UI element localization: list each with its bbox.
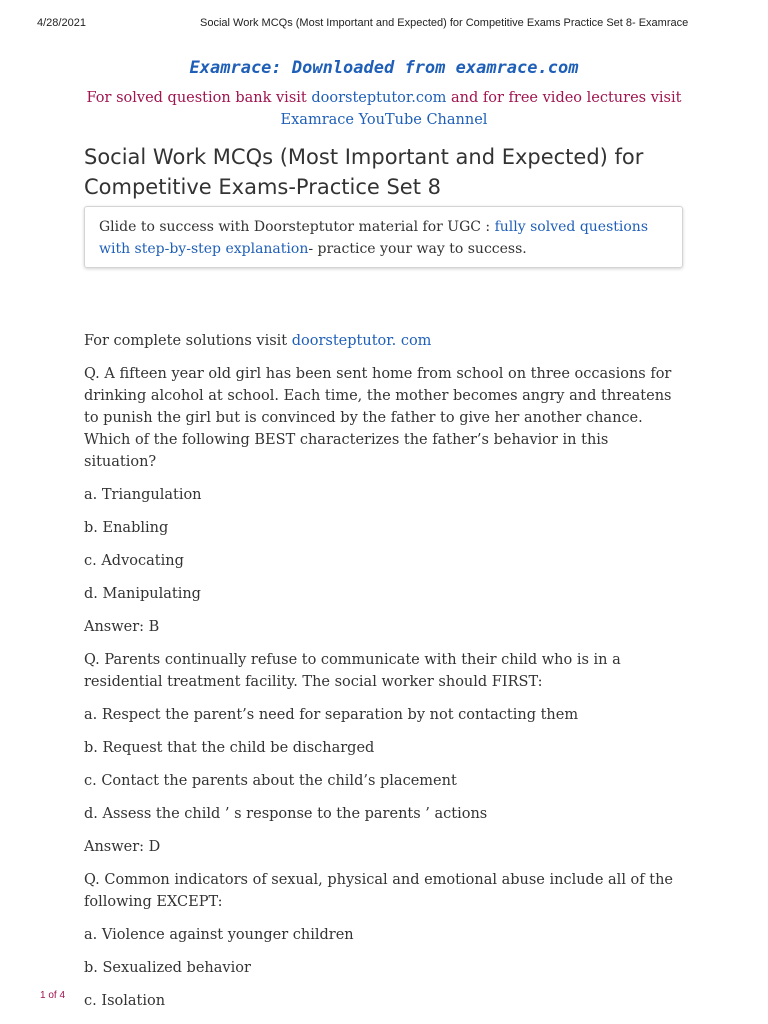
solutions-line [84,330,684,352]
question-1-answer: Answer: B [84,619,160,635]
content [84,330,684,1023]
youtube-channel-link[interactable]: Examrace YouTube Channel [280,112,488,128]
solutions-link[interactable]: doorsteptutor. com [291,333,432,349]
question-3-option-a: a. Violence against younger children [84,927,354,943]
question-2: Q. Parents continually refuse to communicate with their child who is in a residential treatment facility. The social worker should FIRST: [84,652,621,690]
print-header-title: Social Work MCQs (Most Important and Expected) for Competitive Exams Practice Set 8- Examrace [200,17,689,29]
promo-text [0,87,768,131]
callout-link[interactable]: fully solved questions with step-by-step explanation [99,219,649,257]
promo-prefix: For solved question bank visit [86,90,312,106]
callout-prefix: Glide to success with Doorsteptutor material for UGC : [99,219,495,235]
callout-box [84,206,683,268]
question-3-option-b: b. Sexualized behavior [84,960,251,976]
page-title: Social Work MCQs (Most Important and Expected) for Competitive Exams-Practice Set 8 [84,145,644,199]
question-3: Q. Common indicators of sexual, physical and emotional abuse include all of the following EXCEPT: [84,872,674,910]
promo-middle: and for free video lectures visit [446,90,682,106]
question-1: Q. A fifteen year old girl has been sent home from school on three occasions for drinking alcohol at school. Each time, the mother becomes angry and threatens to punish the girl but is convinced by the father to give her another chance. Which of the following BEST characterizes the father’s behavior in this situation? [84,366,672,470]
page-count: 1 of 4 [40,990,66,1001]
print-date: 4/28/2021 [37,17,86,29]
callout-suffix: - practice your way to success. [308,241,527,257]
question-1-option-c: c. Advocating [84,553,184,569]
question-1-option-b: b. Enabling [84,520,169,536]
doorsteptutor-link[interactable]: doorsteptutor.com [311,90,447,106]
question-2-answer: Answer: D [84,839,161,855]
brand-banner: Examrace: Downloaded from examrace.com [189,58,579,78]
question-2-option-d: d. Assess the child ’ s response to the parents ’ actions [84,806,488,822]
question-2-option-b: b. Request that the child be discharged [84,740,375,756]
question-2-option-a: a. Respect the parent’s need for separation by not contacting them [84,707,579,723]
question-1-option-a: a. Triangulation [84,487,202,503]
question-3-option-c: c. Isolation [84,993,166,1009]
question-1-option-d: d. Manipulating [84,586,201,602]
solutions-prefix: For complete solutions visit [84,333,292,349]
question-2-option-c: c. Contact the parents about the child’s placement [84,773,457,789]
